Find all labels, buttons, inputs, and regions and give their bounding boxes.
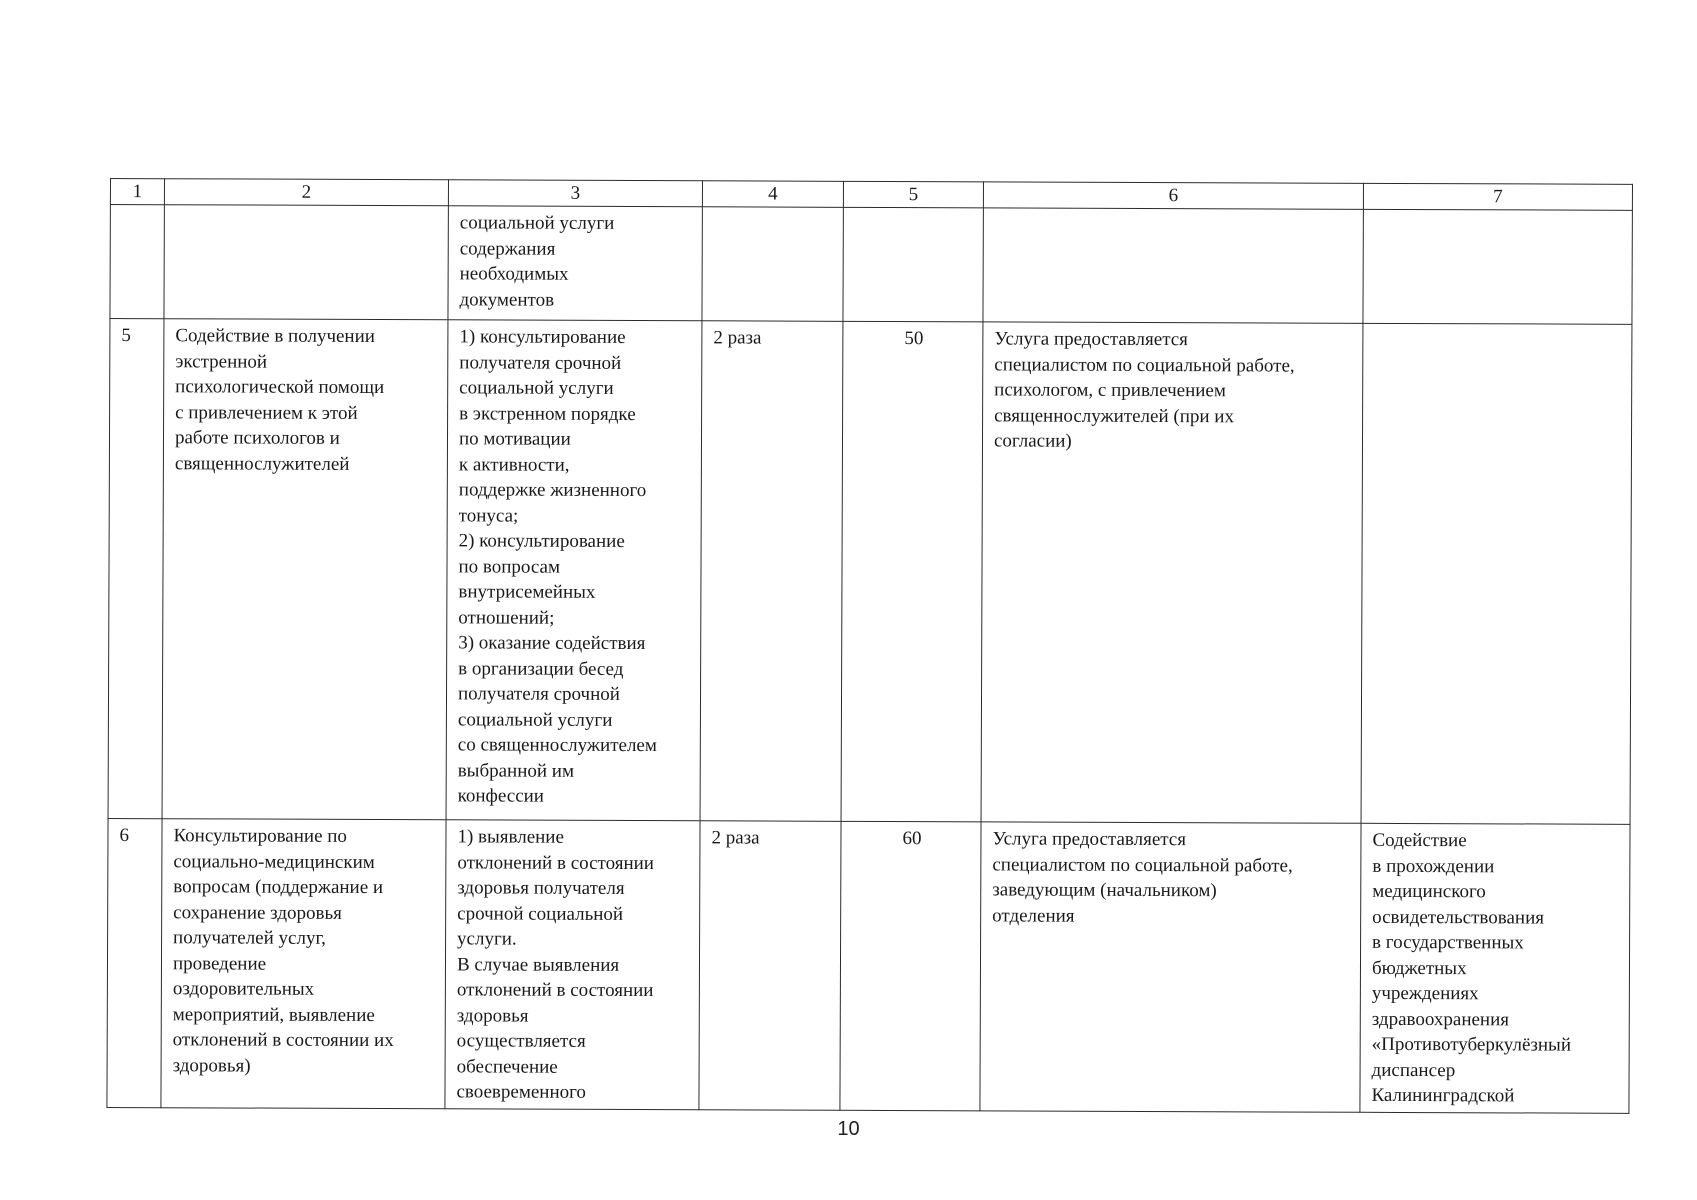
service-conditions: Услуга предоставляется специалистом по социальной работе, заведующим (начальником) отделения <box>980 822 1361 1112</box>
continuation-content: социальной услуги содержания необходимых документов <box>448 206 702 321</box>
service-content: 1) выявление отклонений в состоянии здоровья получателя срочной социальной услуги. В случае выявления отклонений в состоянии здоровья осуществляется обеспечение своевременного <box>445 820 700 1110</box>
service-frequency: 2 раза <box>700 321 843 822</box>
service-notes <box>1361 323 1632 824</box>
continuation-cell-6 <box>983 208 1363 323</box>
header-cell-1: 1 <box>110 179 164 205</box>
service-frequency: 2 раза <box>699 821 841 1111</box>
service-duration: 60 <box>840 821 981 1111</box>
service-name: Содействие в получении экстренной психологической помощи с привлечением к этой работе психологов и священнослужителей <box>162 319 448 820</box>
continuation-cell-4 <box>702 207 843 322</box>
services-table <box>106 178 1633 1114</box>
row-number: 6 <box>107 818 162 1107</box>
header-cell-3: 3 <box>448 180 702 207</box>
service-name: Консультирование по социально-медицинским вопросам (поддержание и сохранение здоровья получателей услуг, проведение оздоровительных мероприятий, выявление отклонений в состоянии их здоровья) <box>161 819 446 1109</box>
service-duration: 50 <box>841 321 983 822</box>
header-cell-7: 7 <box>1363 183 1632 210</box>
page-number: 10 <box>837 1118 860 1140</box>
continuation-row <box>110 205 1632 325</box>
header-cell-4: 4 <box>702 181 843 208</box>
table-row <box>108 319 1632 825</box>
service-conditions: Услуга предоставляется специалистом по социальной работе, психологом, с привлечением священнослужителей (при их согласии) <box>981 322 1363 823</box>
service-content: 1) консультирование получателя срочной социальной услуги в экстренном порядке по мотивации к активности, поддержке жизненного тонуса; 2) консультирование по вопросам внутрисемейных отношений; 3) оказание содействия в организации бесед получателя срочной социальной услуги со священнослужителем выбранной им конфессии <box>446 320 702 821</box>
continuation-cell-1 <box>110 205 164 319</box>
service-notes: Содействие в прохождении медицинского освидетельствования в государственных бюджетных учреждениях здравоохранения «Противотуберкулёзный диспансер Калининградской <box>1360 823 1630 1113</box>
row-number: 5 <box>108 319 164 819</box>
header-cell-5: 5 <box>843 181 983 208</box>
table-row <box>107 818 1630 1113</box>
header-cell-2: 2 <box>164 179 448 206</box>
continuation-cell-5 <box>843 207 983 322</box>
header-cell-6: 6 <box>983 182 1363 209</box>
continuation-cell-2 <box>164 205 448 320</box>
continuation-cell-7 <box>1363 209 1632 324</box>
